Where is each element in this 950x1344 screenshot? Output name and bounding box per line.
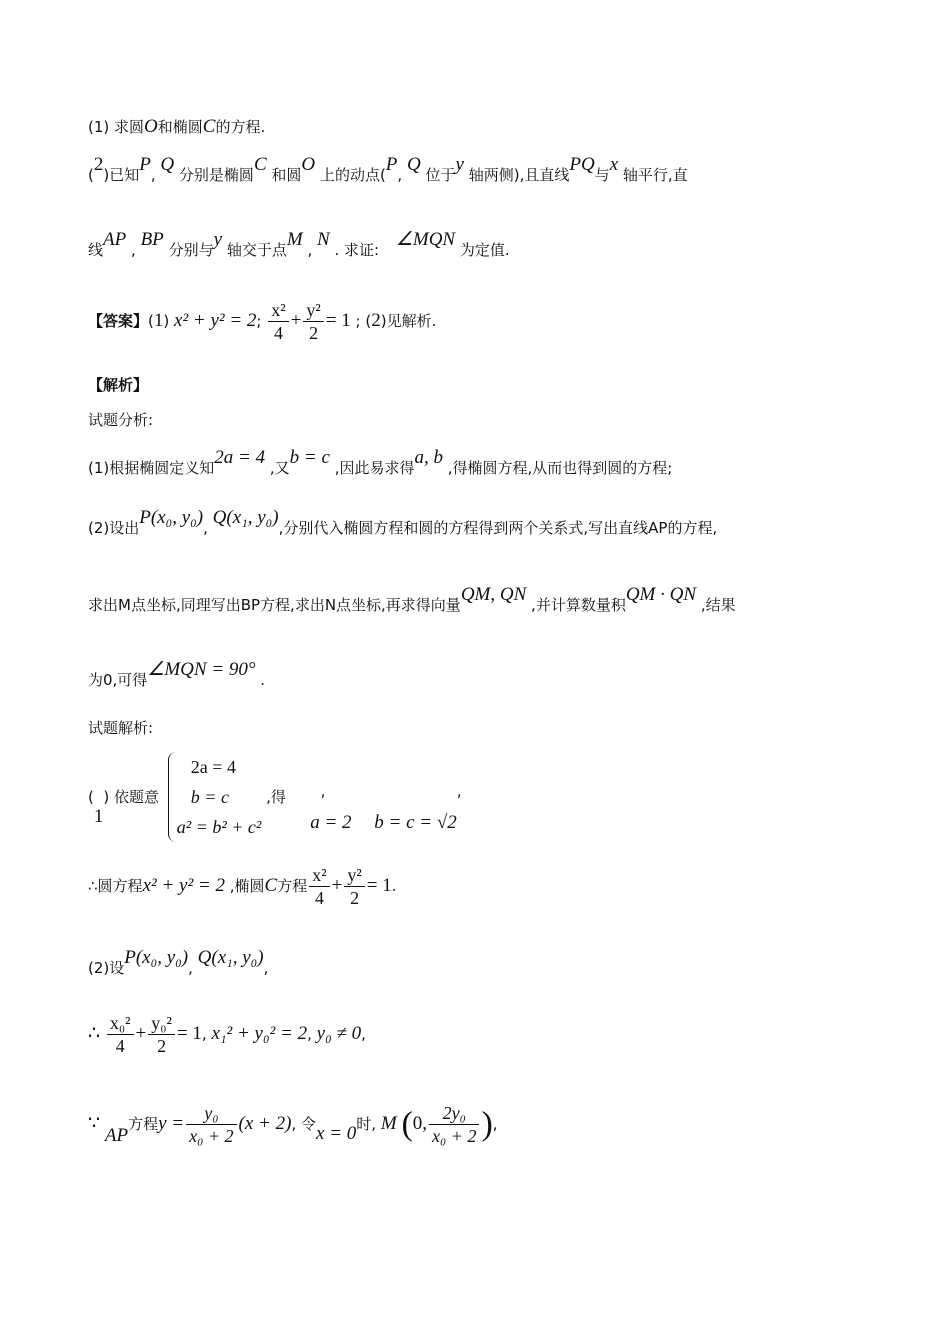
ellipse-fraction-x: $\frac{\text{x²}}{4}$: [268, 299, 288, 344]
analysis-subtitle: 试题分析:: [88, 411, 154, 429]
ellipse-fraction-y: $\frac{\text{y²}}{2}$: [303, 299, 323, 344]
solution-step-2-relations: ∴ $\frac{\text{x₀²}}{4}$ + $\frac{\text{y₀²}}{2}$ = 1, x₁² + y₀² = 2, y₀ ≠ 0,: [88, 1013, 366, 1056]
analysis-step-4: 为0,可得∠MQN = 90° .: [88, 659, 266, 689]
analysis-label: 【解析】: [88, 376, 149, 394]
solution-label: 试题解析:: [88, 719, 154, 737]
analysis-step-2: (2)设出P(x₀, y₀), Q(x₁, y₀),分别代入椭圆方程和圆的方程得到两个关系式,写出直线AP的方程,: [88, 507, 718, 537]
analysis-step-3: 求出M点坐标,同理写出BP方程,求出N点坐标,再求得向量QM, QN ,并计算数量积QM · QN ,结果: [88, 584, 736, 614]
solution-step-2-line-ap: ∵ AP方程y = $\frac{\text{y₀}}{\text{x₀ + 2}}$ (x + 2), 令x = 0时, M (0, $\frac{\text{2y₀}}{\text{x₀ + 2}}$ ),: [88, 1103, 498, 1146]
solution-step-1-result: ∴圆方程x² + y² = 2 ,椭圆C方程 $\frac{\text{x²}}{4}$ + $\frac{\text{y²}}{2}$ = 1.: [88, 865, 397, 908]
part-label: (1): [88, 118, 110, 136]
question-part-2: (2)已知P, Q 分别是椭圆C 和圆O 上的动点(P, Q 位于y 轴两侧),且直线PQ与x 轴平行,直: [88, 154, 688, 184]
question-part-2-cont: 线AP , BP 分别与y 轴交于点M , N . 求证: ∠MQN 为定值.: [88, 229, 510, 259]
question-part-1: (1) 求圆O和椭圆C的方程.: [88, 116, 266, 137]
answer-line: 【答案】(1) x² + y² = 2; $\frac{\text{x²}}{4}$ + $\frac{\text{y²}}{2}$ = 1 ; (2)见解析.: [88, 300, 437, 343]
analysis-step-1: (1)根据椭圆定义知2a = 4 ,又b = c ,因此易求得a, b ,得椭圆方程,从而也得到圆的方程;: [88, 447, 673, 477]
solution-step-2-setup: (2)设P(x₀, y₀), Q(x₁, y₀),: [88, 947, 269, 977]
equation-system: 2a = 4 b = c a² = b² + c²: [168, 752, 261, 842]
solution-step-1: (1) 依题意 2a = 4 b = c a² = b² + c² ,得 , a = 2 b = c = √2,: [88, 752, 462, 842]
answer-label: 【答案】: [88, 312, 149, 330]
